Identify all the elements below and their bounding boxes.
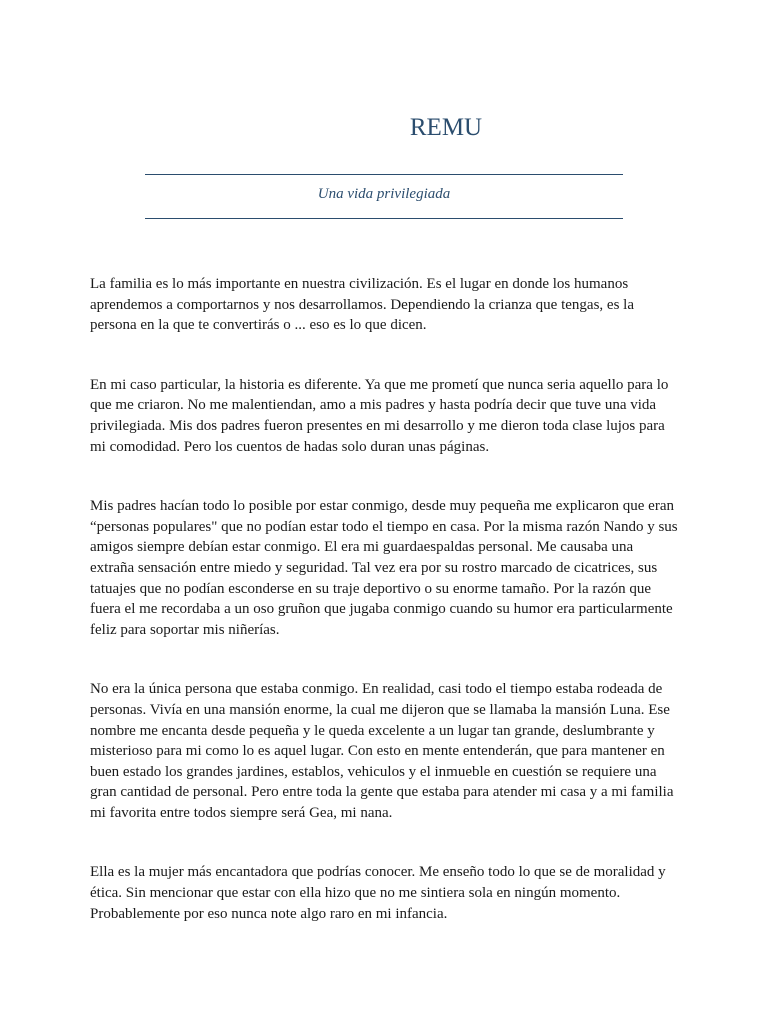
body-text: [90, 274, 680, 963]
title-divider-bottom: [145, 218, 623, 219]
paragraph: La familia es lo más importante en nuestra civilización. Es el lugar en donde los humanos aprendemos a comportarnos y nos desarrollamos. Dependiendo la crianza que tengas, es la persona en la que te convertirás o ... eso es lo que dicen.: [90, 276, 634, 334]
document-subtitle: Una vida privilegiada: [317, 186, 451, 202]
document-title: REMU: [409, 114, 483, 141]
title-block: [145, 114, 623, 142]
paragraph: Ella es la mujer más encantadora que podrías conocer. Me enseño todo lo que se de moralidad y ética. Sin mencionar que estar con ella hizo que no me sintiera sola en ningún momento. Probablemente por eso nunca note algo raro en mi infancia.: [90, 864, 666, 922]
paragraph: No era la única persona que estaba conmigo. En realidad, casi todo el tiempo estaba rodeada de personas. Vivía en una mansión enorme, la cual me dijeron que se llamaba la mansión Luna. Ese nombre me encanta desde pequeña y le queda excelente a un lugar tan grande, deslumbrante y misterioso para mi como lo es aquel lugar. Con esto en mente entenderán, que para mantener en buen estado los grandes jardines, establos, vehiculos y el inmueble en cuestión se requiere una gran cantidad de personal. Pero entre toda la gente que estaba para atender mi casa y a mi familia mi favorita entre todos siempre será Gea, mi nana.: [90, 681, 674, 821]
title-divider-top: [145, 174, 623, 175]
paragraph: Mis padres hacían todo lo posible por estar conmigo, desde muy pequeña me explicaron que eran “personas populares" que no podían estar todo el tiempo en casa. Por la misma razón Nando y sus amigos siempre debían estar conmigo. El era mi guardaespaldas personal. Me causaba una extraña sensación entre miedo y seguridad. Tal vez era por su rostro marcado de cicatrices, sus tatuajes que no podían esconderse en su traje deportivo o su enorme tamaño. Por la razón que fuera el me recordaba a un oso gruñon que jugaba conmigo cuando su humor era particularmente feliz para soportar mis niñerías.: [90, 498, 678, 638]
paragraph: En mi caso particular, la historia es diferente. Ya que me prometí que nunca seria aquello para lo que me criaron. No me malentiendan, amo a mis padres y hasta podría decir que tuve una vida privilegiada. Mis dos padres fueron presentes en mi desarrollo y me dieron toda clase lujos para mi comodidad. Pero los cuentos de hadas solo duran unas páginas.: [90, 376, 669, 455]
